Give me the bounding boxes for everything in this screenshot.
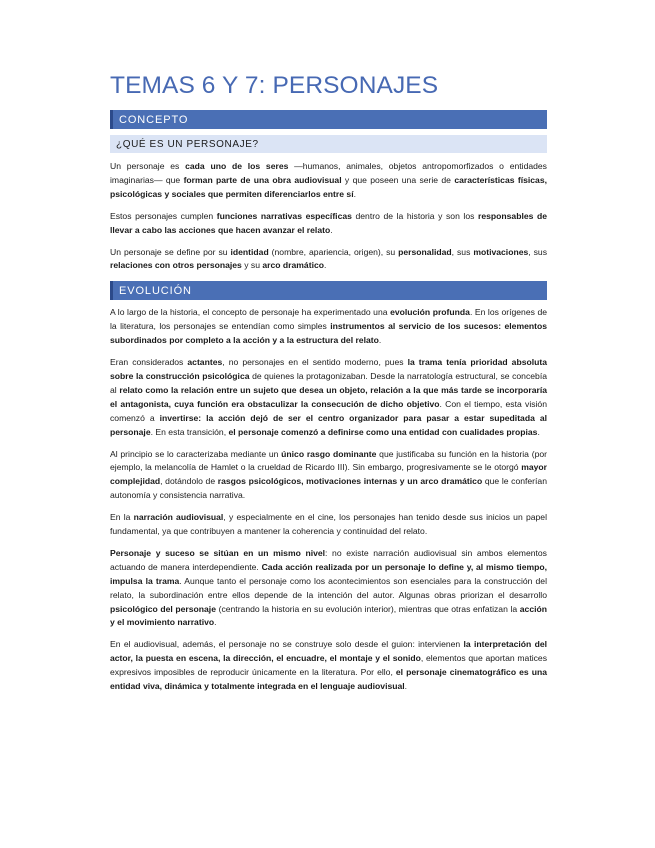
text-run: (centrando la historia en su evolución interior), mientras que otras enfatizan la — [215, 603, 520, 614]
text-run: Al principio se lo caracterizaba mediante un — [110, 448, 282, 459]
paragraph — [110, 448, 547, 504]
text-run: A lo largo de la historia, el concepto de personaje ha experimentado una — [110, 307, 391, 318]
bold-text: Cada acción realizada por un personaje lo define y, al mismo tiempo, impulsa la trama — [110, 561, 548, 586]
bold-text: evolución profunda — [390, 307, 470, 318]
bold-text: único rasgo dominante — [281, 448, 377, 459]
text-run: Un personaje es — [110, 161, 186, 171]
text-run: Eran considerados — [110, 357, 188, 368]
bold-text: Personaje y suceso se sitúan en un mismo nivel — [110, 547, 326, 558]
bold-text: características físicas, psicológicas y sociales que permiten diferenciarlos entre sí — [110, 174, 547, 199]
bold-text: funciones narrativas específicas — [216, 210, 352, 221]
paragraph — [110, 356, 547, 439]
bold-text: psicológico del personaje — [110, 603, 216, 614]
bold-text: el personaje comenzó a definirse como una entidad con cualidades propias — [228, 426, 538, 437]
bold-text: actantes — [187, 357, 223, 368]
text-run: . — [537, 426, 540, 437]
text-run: . — [330, 224, 333, 235]
text-run: dentro de la historia y son los — [351, 210, 478, 221]
text-run: . En los orígenes de la literatura, los personajes se entendían como simples — [110, 307, 548, 332]
bold-text: acción y el movimiento narrativo — [110, 603, 547, 628]
bold-text: rasgos psicológicos, motivaciones internas y un arco dramático — [217, 476, 483, 487]
bold-text: motivaciones — [473, 246, 529, 257]
bold-text: invertirse: la acción dejó de ser el centro organizador para pasar a estar supeditada al personaje — [110, 412, 547, 437]
text-run: . — [324, 260, 327, 271]
paragraph — [110, 160, 547, 202]
text-run: En la — [110, 512, 134, 523]
text-run: que justificaba su función en la historia (por ejemplo, la melancolía de Hamlet o la crueldad de Ricardo III). Sin embargo, progresivamente se le otorgó — [110, 448, 547, 473]
bold-text: narración audiovisual — [133, 512, 224, 523]
text-run: . — [214, 617, 217, 628]
bold-text: cada uno de los seres — [185, 161, 289, 171]
text-run: , no personajes en el sentido moderno, pues — [222, 357, 408, 368]
text-run: . — [378, 335, 382, 346]
text-run: , y especialmente en el cine, los personajes han tenido desde sus inicios un papel fundamental, ya que contribuyen a mantener la coherencia y continuidad del relato. — [110, 512, 547, 537]
bold-text: la trama tenía prioridad absoluta sobre la construcción psicológica — [110, 357, 547, 381]
text-run: . — [404, 681, 408, 692]
text-run: (nombre, apariencia, origen), su — [268, 246, 399, 257]
text-run: . En esta transición, — [150, 426, 229, 437]
paragraph — [110, 638, 547, 694]
section-heading-evolucion: EVOLUCIÓN — [110, 281, 547, 300]
bold-text: el personaje cinematográfico es una entidad viva, dinámica y totalmente integrada en el lenguaje audiovisual — [110, 667, 547, 692]
bold-text: relato como la relación entre un sujeto que desea un objeto, relación a la que más tarde se incorporaría el antagonista, cuya función era obstaculizar la consecución de dicho objetivo — [110, 384, 547, 409]
paragraph — [110, 210, 547, 238]
text-run: . Con el tiempo, esta visión comenzó a — [110, 398, 547, 423]
text-run: Estos personajes cumplen — [110, 210, 217, 221]
text-run: , sus — [451, 246, 474, 257]
bold-text: responsables de llevar a cabo las acciones que hacen avanzar el relato — [110, 210, 547, 235]
bold-text: arco dramático — [262, 260, 324, 271]
text-run: . Aunque tanto el personaje como los acontecimientos son esenciales para la construcción del relato, la subordinación entre ellos depende de la intención del autor. Algunas obras priorizan el desarrollo — [110, 575, 547, 600]
paragraph — [110, 306, 547, 348]
text-run: que le conferían autonomía y consistencia narrativa. — [110, 476, 547, 501]
subsection-heading-que-es: ¿QUÉ ES UN PERSONAJE? — [110, 135, 547, 153]
section-heading-concepto: CONCEPTO — [110, 110, 547, 129]
bold-text: relaciones con otros personajes — [110, 260, 242, 271]
text-run: . — [353, 188, 356, 199]
text-run: , sus — [528, 246, 547, 257]
bold-text: mayor complejidad — [110, 462, 547, 487]
bold-text: instrumentos al servicio de los sucesos: elementos subordinados por completo a la acción y a la estructura del relato — [110, 321, 548, 346]
text-run: Un personaje se define por su — [110, 246, 231, 257]
text-run: y que poseen una serie de — [341, 174, 455, 185]
bold-text: personalidad — [398, 246, 452, 257]
paragraph — [110, 547, 547, 630]
page-title: TEMAS 6 Y 7: PERSONAJES — [110, 72, 439, 99]
text-run: —humanos, animales, objetos antropomorfizados o entidades imaginarias— que — [110, 161, 547, 185]
text-run: , elementos que aportan matices expresivos imposibles de reproducir únicamente en la literatura. Por ello, — [110, 653, 547, 678]
text-run: : no existe narración audiovisual sin ambos elementos actuando de manera interdependiente. — [110, 547, 547, 572]
bold-text: la interpretación del actor, la puesta en escena, la dirección, el encuadre, el montaje y el sonido — [110, 639, 547, 664]
text-run: En el audiovisual, además, el personaje no se construye solo desde el guion: intervienen — [110, 639, 464, 650]
bold-text: forman parte de una obra audiovisual — [183, 174, 342, 185]
text-run: de quienes la protagonizaban. Desde la narratología estructural, se concebía al — [110, 370, 547, 395]
paragraph — [110, 246, 547, 274]
text-run: y su — [241, 260, 263, 271]
text-run: , dotándolo de — [160, 476, 218, 487]
bold-text: identidad — [230, 246, 269, 257]
paragraph — [110, 511, 547, 539]
